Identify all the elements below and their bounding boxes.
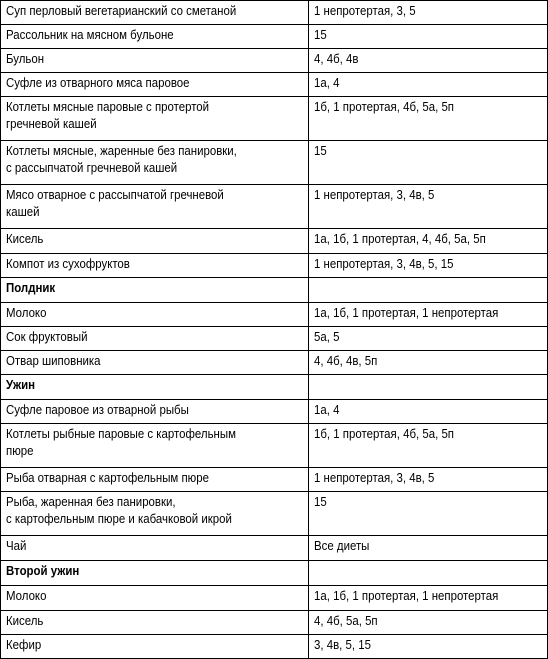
diet-cell — [309, 229, 548, 254]
table-row — [1, 536, 548, 561]
section-row — [1, 375, 548, 400]
dish-name: Мясо отварное с рассыпчатой гречневой кашей — [6, 187, 224, 219]
diet-numbers: 15 — [314, 494, 327, 509]
diet-cell — [309, 586, 548, 611]
diet-cell — [309, 561, 548, 586]
diet-numbers: 1а, 1б, 1 протертая, 1 непротертая — [314, 305, 499, 320]
section-heading: Ужин — [6, 377, 36, 392]
dish-cell — [1, 229, 309, 254]
diet-cell — [309, 424, 548, 468]
diet-numbers: 1а, 1б, 1 протертая, 1 непротертая — [314, 588, 499, 603]
table-row — [1, 303, 548, 327]
diet-cell — [309, 375, 548, 400]
dish-cell — [1, 25, 309, 49]
dish-name: Бульон — [6, 51, 45, 66]
table-row — [1, 586, 548, 611]
diet-numbers: 1а, 4 — [314, 75, 340, 90]
diet-numbers: 1а, 1б, 1 протертая, 4, 4б, 5а, 5п — [314, 231, 486, 246]
diet-cell — [309, 254, 548, 278]
diet-cell — [309, 635, 548, 659]
dish-name: Молоко — [6, 588, 47, 603]
dish-name: Суп перловый вегетарианский со сметаной — [6, 3, 237, 18]
dish-cell — [1, 424, 309, 468]
diet-cell — [309, 97, 548, 141]
diet-cell — [309, 400, 548, 424]
dish-name: Сок фруктовый — [6, 329, 88, 344]
dish-name: Молоко — [6, 305, 47, 320]
dish-cell — [1, 303, 309, 327]
dish-cell — [1, 635, 309, 659]
diet-cell — [309, 303, 548, 327]
table-row — [1, 468, 548, 492]
dish-name: Рыба отварная с картофельным пюре — [6, 470, 209, 485]
diet-numbers: 4, 4б, 4в — [314, 51, 359, 66]
dish-cell — [1, 468, 309, 492]
dish-cell — [1, 586, 309, 611]
table-row — [1, 97, 548, 141]
table-row — [1, 492, 548, 536]
dish-name: Рыба, жаренная без панировки, с картофельным пюре и кабачковой икрой — [6, 494, 232, 526]
dish-name: Суфле паровое из отварной рыбы — [6, 402, 189, 417]
table-row — [1, 73, 548, 97]
diet-cell — [309, 611, 548, 635]
table-row — [1, 141, 548, 185]
diet-numbers: 15 — [314, 143, 327, 158]
table-row — [1, 1, 548, 25]
diet-numbers: 5а, 5 — [314, 329, 340, 344]
dish-cell — [1, 73, 309, 97]
diet-cell — [309, 141, 548, 185]
table-row — [1, 400, 548, 424]
diet-cell — [309, 327, 548, 351]
dish-name: Суфле из отварного мяса паровое — [6, 75, 190, 90]
dish-cell — [1, 611, 309, 635]
section-heading-cell — [1, 278, 309, 303]
dish-name: Отвар шиповника — [6, 353, 101, 368]
diet-cell — [309, 1, 548, 25]
dish-name: Котлеты рыбные паровые с картофельным пюре — [6, 426, 236, 458]
diet-numbers: Все диеты — [314, 538, 370, 553]
dish-name: Кисель — [6, 231, 44, 246]
dish-cell — [1, 49, 309, 73]
diet-numbers: 1а, 4 — [314, 402, 340, 417]
section-row — [1, 561, 548, 586]
diet-cell — [309, 536, 548, 561]
diet-cell — [309, 73, 548, 97]
section-heading: Второй ужин — [6, 563, 80, 578]
section-heading: Полдник — [6, 280, 56, 295]
diet-numbers: 1 непротертая, 3, 5 — [314, 3, 416, 18]
table-row — [1, 49, 548, 73]
dish-name: Компот из сухофруктов — [6, 256, 130, 271]
table-row — [1, 254, 548, 278]
section-heading-cell — [1, 375, 309, 400]
table-row — [1, 424, 548, 468]
table-row — [1, 229, 548, 254]
table-row — [1, 351, 548, 375]
dish-name: Кефир — [6, 637, 42, 652]
dish-cell — [1, 400, 309, 424]
dish-cell — [1, 1, 309, 25]
section-row — [1, 278, 548, 303]
table-row — [1, 327, 548, 351]
diet-cell — [309, 492, 548, 536]
dish-cell — [1, 254, 309, 278]
diet-numbers: 1 непротертая, 3, 4в, 5, 15 — [314, 256, 454, 271]
dish-name: Котлеты мясные паровые с протертой гречневой кашей — [6, 99, 210, 131]
diet-cell — [309, 185, 548, 229]
diet-cell — [309, 278, 548, 303]
diet-cell — [309, 49, 548, 73]
diet-numbers: 15 — [314, 27, 327, 42]
section-heading-cell — [1, 561, 309, 586]
dish-cell — [1, 97, 309, 141]
dish-cell — [1, 351, 309, 375]
dish-cell — [1, 327, 309, 351]
table-row — [1, 611, 548, 635]
diet-numbers: 4, 4б, 4в, 5п — [314, 353, 378, 368]
diet-numbers: 1 непротертая, 3, 4в, 5 — [314, 470, 435, 485]
diet-menu-body — [1, 1, 548, 659]
dish-name: Кисель — [6, 613, 44, 628]
dish-name: Котлеты мясные, жаренные без панировки, с рассыпчатой гречневой кашей — [6, 143, 237, 175]
table-row — [1, 635, 548, 659]
dish-name: Рассольник на мясном бульоне — [6, 27, 174, 42]
diet-numbers: 1б, 1 протертая, 4б, 5а, 5п — [314, 426, 455, 441]
diet-numbers: 1б, 1 протертая, 4б, 5а, 5п — [314, 99, 455, 114]
dish-name: Чай — [6, 538, 27, 553]
table-row — [1, 185, 548, 229]
diet-numbers: 1 непротертая, 3, 4в, 5 — [314, 187, 435, 202]
table-row — [1, 25, 548, 49]
dish-cell — [1, 185, 309, 229]
dish-cell — [1, 536, 309, 561]
diet-cell — [309, 351, 548, 375]
dish-cell — [1, 141, 309, 185]
diet-cell — [309, 25, 548, 49]
diet-numbers: 4, 4б, 5а, 5п — [314, 613, 378, 628]
dish-cell — [1, 492, 309, 536]
diet-cell — [309, 468, 548, 492]
diet-numbers: 3, 4в, 5, 15 — [314, 637, 371, 652]
